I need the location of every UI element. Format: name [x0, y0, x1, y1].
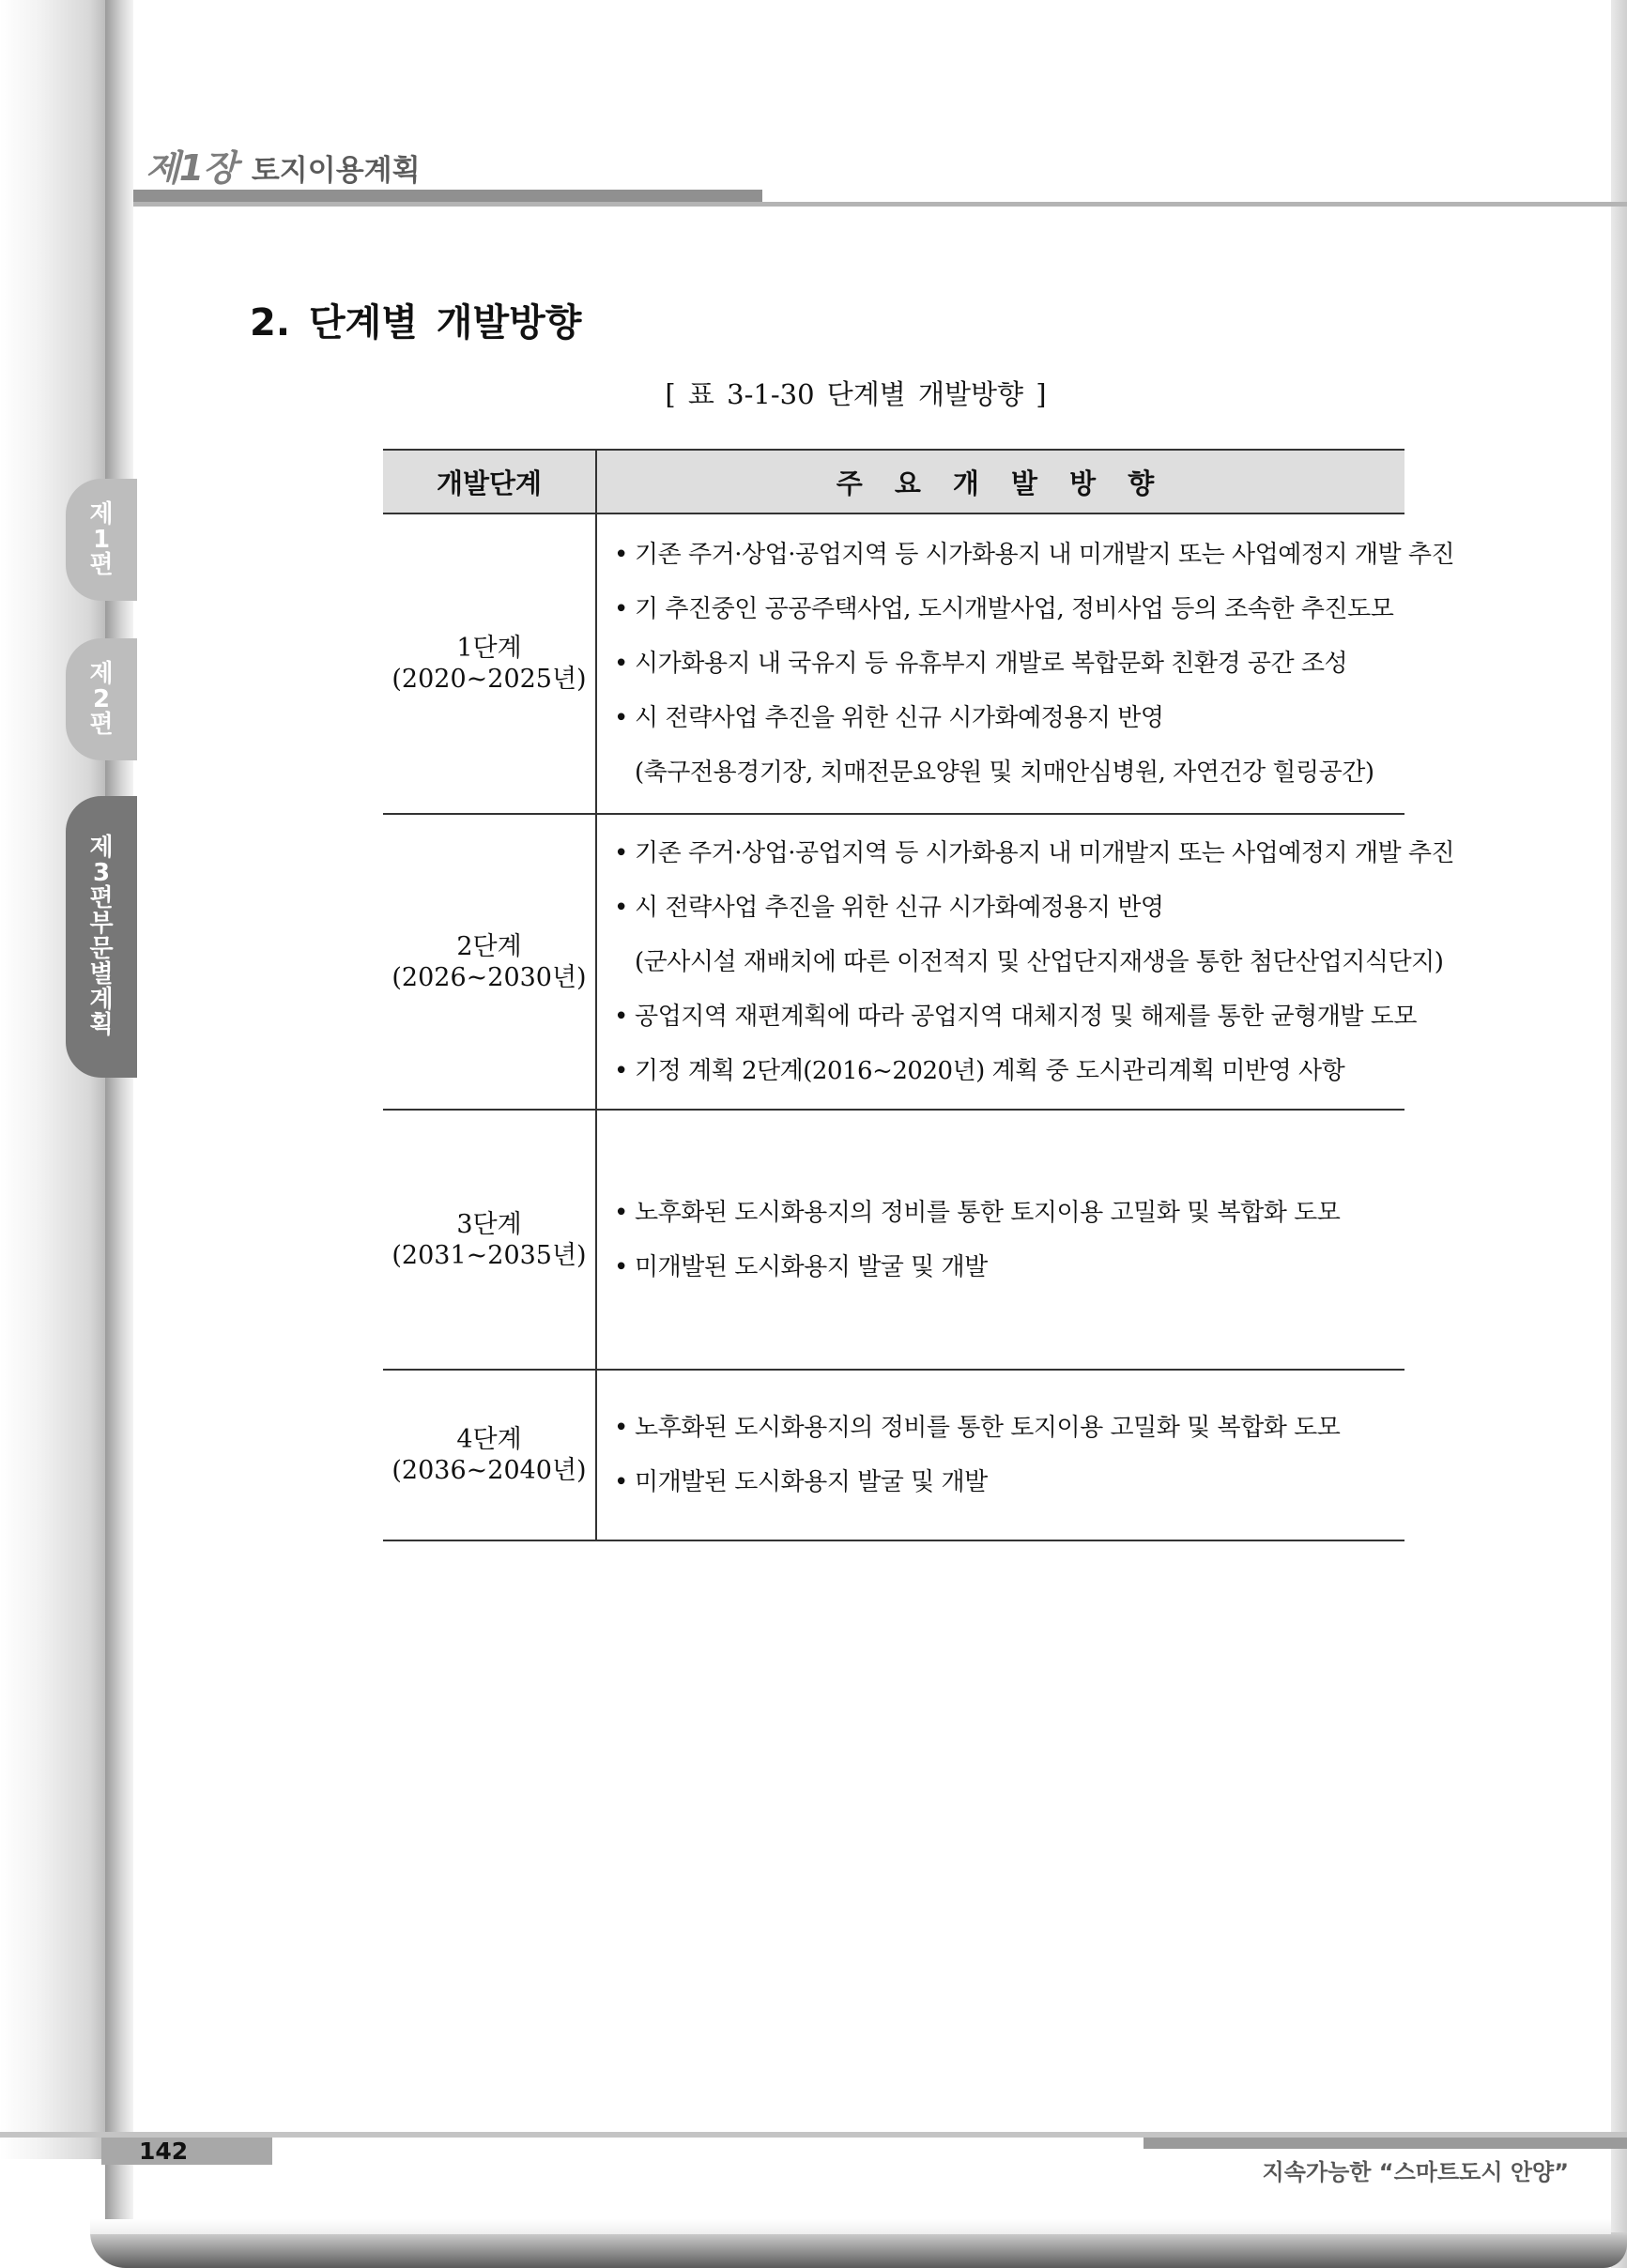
footer-rule-right — [1144, 2138, 1627, 2149]
stage-cell — [383, 1110, 596, 1370]
stage-period: (2026~2030년) — [391, 962, 587, 992]
table-row — [383, 814, 1404, 1110]
list-item — [614, 1455, 1404, 1509]
side-tab-char: 1 — [92, 525, 111, 554]
item-text: (축구전용경기장, 치매전문요양원 및 치매안심병원, 자연건강 힐링공간) — [635, 759, 1374, 787]
item-text: 노후화된 도시화용지의 정비를 통한 토지이용 고밀화 및 복합화 도모 — [635, 1414, 1341, 1442]
item-text: 시 전략사업 추진을 위한 신규 시가화예정용지 반영 — [635, 893, 1164, 922]
list-item — [614, 826, 1455, 881]
stage-period: (2036~2040년) — [391, 1456, 587, 1485]
side-tab-char: 계 — [89, 986, 114, 1014]
chapter-number: 제1장 — [146, 147, 237, 189]
list-item-note — [614, 745, 1404, 800]
side-tab-char: 문 — [89, 935, 114, 963]
table-row — [383, 1110, 1404, 1370]
item-text: 미개발된 도시화용지 발굴 및 개발 — [635, 1252, 988, 1281]
side-tab-part-1[interactable] — [66, 479, 137, 601]
publication-title: 지속가능한 “스마트도시 안양” — [1262, 2159, 1569, 2185]
list-item — [614, 582, 1404, 636]
list-item — [614, 989, 1417, 1044]
item-text: 시가화용지 내 국유지 등 유휴부지 개발로 복합문화 친환경 공간 조성 — [635, 650, 1348, 678]
item-text: 시 전략사업 추진을 위한 신규 시가화예정용지 반영 — [635, 704, 1164, 732]
table-header-row — [383, 450, 1404, 513]
bullet: • — [614, 1198, 628, 1227]
stage-cell — [383, 513, 596, 814]
side-tab-part-2[interactable] — [66, 638, 137, 760]
side-tab-char: 편 — [89, 884, 114, 912]
bullet: • — [614, 1002, 628, 1031]
list-item — [614, 636, 1404, 691]
header-rule-thick — [133, 190, 762, 202]
table-caption: [ 표 3-1-30 단계별 개발방향 ] — [665, 378, 1047, 410]
stage-label: 3단계 — [456, 1209, 522, 1239]
development-stage-table — [383, 449, 1455, 1541]
bullet: • — [614, 650, 628, 678]
page-bottom-strip — [90, 2219, 1611, 2234]
stage-cell — [383, 814, 596, 1110]
page-right-edge — [1611, 0, 1627, 2268]
item-text: 노후화된 도시화용지의 정비를 통한 토지이용 고밀화 및 복합화 도모 — [635, 1198, 1341, 1227]
item-text: 공업지역 재편계획에 따라 공업지역 대체지정 및 해제를 통한 균형개발 도모 — [635, 1002, 1417, 1031]
item-text: 기존 주거·상업·공업지역 등 시가화용지 내 미개발지 또는 사업예정지 개발 추진 — [635, 541, 1455, 569]
bullet: • — [614, 838, 628, 867]
item-text: 기정 계획 2단계(2016~2020년) 계획 중 도시관리계획 미반영 사항 — [635, 1056, 1345, 1085]
directions-cell — [596, 513, 1455, 814]
bullet: • — [614, 1468, 628, 1496]
page-number: 142 — [139, 2138, 189, 2165]
list-item — [614, 1401, 1404, 1455]
item-text: 기존 주거·상업·공업지역 등 시가화용지 내 미개발지 또는 사업예정지 개발 추진 — [635, 838, 1455, 867]
side-tab-char: 부 — [89, 910, 114, 938]
list-item — [614, 881, 1404, 935]
stage-label: 2단계 — [456, 931, 522, 961]
stage-cell — [383, 1370, 596, 1540]
side-tab-char: 2 — [92, 684, 111, 713]
directions-cell — [596, 1110, 1404, 1370]
list-item — [614, 691, 1404, 745]
list-item — [614, 1240, 1404, 1295]
header-stage: 개발단계 — [383, 450, 596, 513]
side-tab-char: 별 — [89, 960, 114, 988]
page-bottom-shadow — [90, 2232, 1627, 2268]
stage-label: 4단계 — [456, 1425, 522, 1454]
list-item — [614, 528, 1455, 582]
header-rule-thin — [133, 202, 1627, 207]
side-tab-char: 제 — [89, 834, 114, 862]
directions-cell — [596, 814, 1455, 1110]
table-row — [383, 1370, 1404, 1540]
side-tab-char: 3 — [92, 859, 111, 887]
bullet: • — [614, 893, 628, 922]
bullet: • — [614, 1056, 628, 1085]
chapter-header — [146, 139, 421, 191]
item-text: 기 추진중인 공공주택사업, 도시개발사업, 정비사업 등의 조속한 추진도모 — [635, 595, 1394, 623]
item-text: (군사시설 재배치에 따른 이전적지 및 산업단지재생을 통한 첨단산업지식단지) — [635, 947, 1444, 976]
bullet: • — [614, 704, 628, 732]
header-directions — [596, 450, 1404, 513]
side-tab-char: 제 — [89, 499, 114, 529]
side-tab-char: 획 — [89, 1011, 114, 1039]
side-tab-part-3-active[interactable] — [66, 796, 137, 1078]
directions-cell — [596, 1370, 1404, 1540]
header-directions-label: 주 요 개 발 방 향 — [836, 467, 1166, 499]
bullet: • — [614, 1414, 628, 1442]
bullet: • — [614, 1252, 628, 1281]
bullet: • — [614, 541, 628, 569]
bullet: • — [614, 595, 628, 623]
side-tab-char: 편 — [89, 710, 114, 739]
section-title: 2. 단계별 개발방향 — [250, 301, 582, 345]
page-binding-gutter — [105, 0, 133, 2253]
table-row — [383, 513, 1404, 814]
side-tab-char: 제 — [89, 659, 114, 688]
list-item — [614, 1186, 1404, 1240]
stage-label: 1단계 — [456, 634, 522, 663]
side-tab-char: 편 — [89, 550, 114, 579]
list-item — [614, 1044, 1404, 1098]
page-binding-shade — [0, 0, 105, 2159]
stage-period: (2020~2025년) — [391, 665, 587, 694]
chapter-title: 토지이용계획 — [251, 154, 421, 188]
item-text: 미개발된 도시화용지 발굴 및 개발 — [635, 1468, 988, 1496]
stage-period: (2031~2035년) — [391, 1240, 587, 1270]
list-item-note — [614, 935, 1444, 989]
